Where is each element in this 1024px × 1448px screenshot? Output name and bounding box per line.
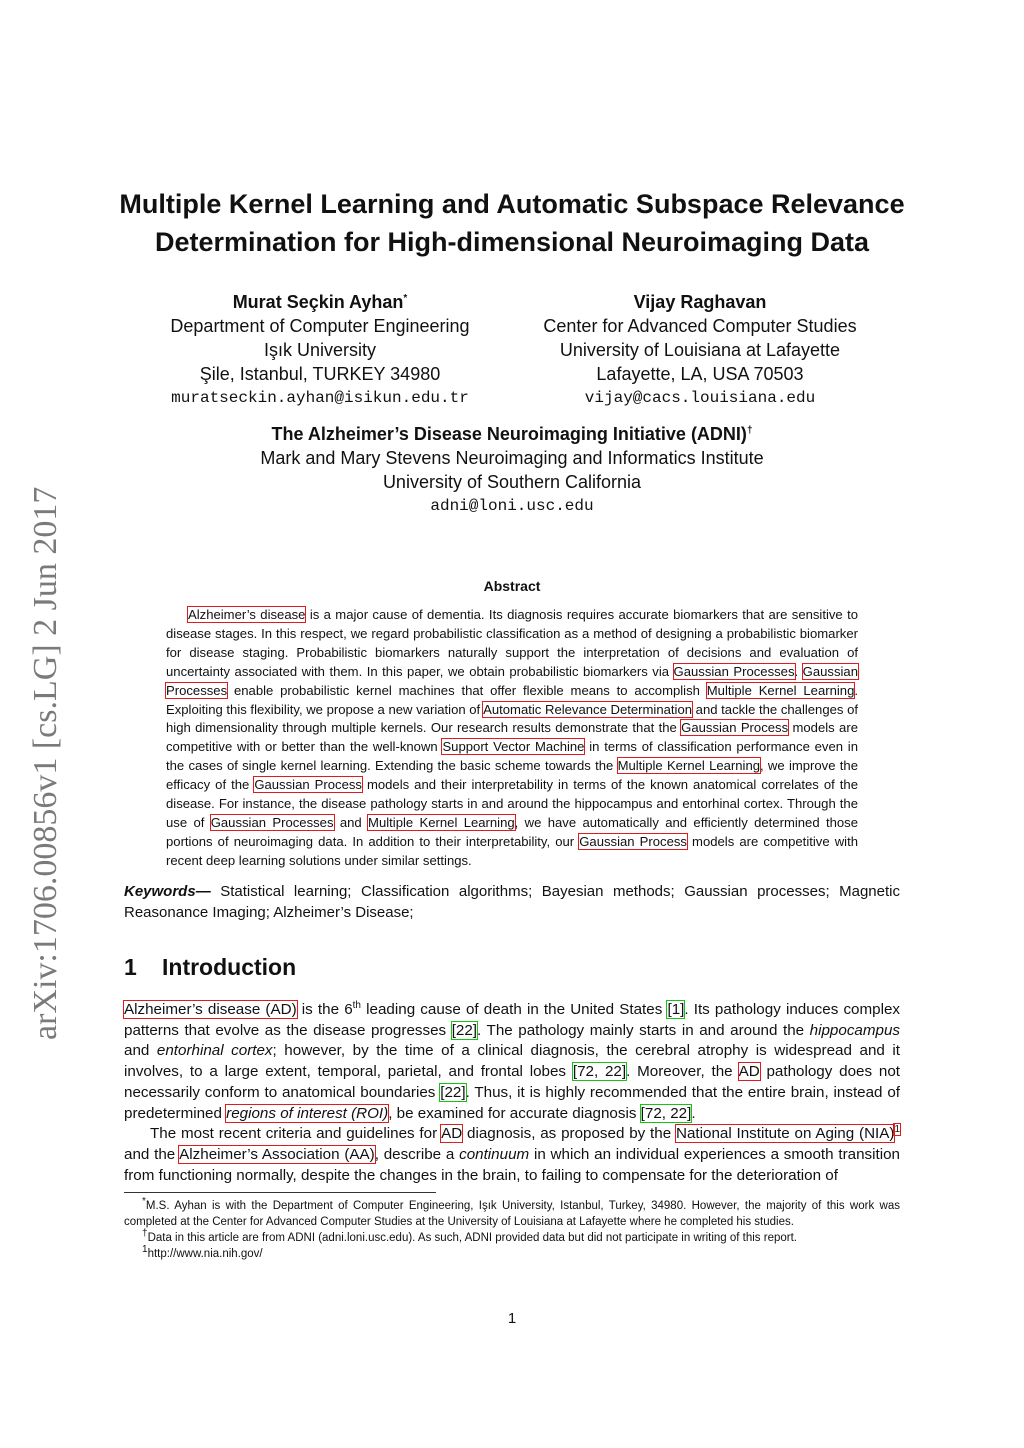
link-acronym[interactable]: Alzheimer’s disease (AD) <box>124 1001 297 1018</box>
text-run: diagnosis, as proposed by the <box>462 1125 676 1143</box>
footnote <box>124 1230 900 1246</box>
abstract-text: , we have automatically and efficiently determined those portions of neuroimaging data. In addition to their interpretability, our <box>166 814 858 849</box>
text-run: , be examined for accurate diagnosis <box>388 1104 641 1122</box>
author-email[interactable]: adni@loni.usc.edu <box>430 497 594 515</box>
footnote-link[interactable]: 1 <box>894 1124 901 1136</box>
keywords-text: Statistical learning; Classification algorithms; Bayesian methods; Gaussian processes; Magnetic Reasonance Imaging; Alzheimer’s Disease; <box>124 883 900 921</box>
citation-link[interactable]: [1] <box>667 1001 685 1018</box>
title-line-2: Determination for High-dimensional Neuroimaging Data <box>154 227 870 257</box>
abstract-text: models and their interpretability in terms of the known anatomical correlates of the disease. For instance, the disease pathology starts in and around the hippocampus and entorhinal cortex. Through the use of <box>166 777 858 830</box>
link-acronym[interactable]: AD <box>441 1125 463 1143</box>
author-dept: Department of Computer Engineering <box>170 316 470 336</box>
link-acronym[interactable]: Alzheimer’s Association (AA) <box>179 1145 375 1163</box>
link-acronym[interactable]: Gaussian Process <box>579 833 687 849</box>
link-acronym[interactable]: Automatic Relevance Determination <box>483 701 693 717</box>
abstract-text: models are competitive with or better than the well-known <box>166 720 858 755</box>
link-acronym[interactable]: regions of interest (ROI) <box>226 1104 389 1122</box>
link-acronym[interactable]: National Institute on Aging (NIA) <box>675 1125 895 1143</box>
footnote-text: M.S. Ayhan is with the Department of Computer Engineering, Işık University, Istanbul, Turkey, 34980. However, the majority of this work was completed at the Center for Advanced Computer Studies at the University of Louisiana at Lafayette where he completed his studies. <box>124 1200 900 1228</box>
author-name: Vijay Raghavan <box>633 292 767 312</box>
abstract-text: . <box>794 663 803 679</box>
footnote-rule <box>124 1192 436 1193</box>
author-name: The Alzheimer’s Disease Neuroimaging Initiative (ADNI)† <box>271 424 753 444</box>
text-run: and <box>124 1042 157 1060</box>
abstract-text: . Exploiting this flexibility, we propose a new variation of <box>166 682 858 717</box>
abstract-text: and tackle the challenges of high dimensionality through multiple kernels. Our research results demonstrate that the <box>166 701 859 736</box>
abstract-text: models are competitive with recent deep learning solutions under similar settings. <box>166 833 858 868</box>
citation-link[interactable]: [72, 22] <box>572 1063 627 1081</box>
text-run: pathology does not necessarily conform to anatomical boundaries <box>124 1063 901 1101</box>
author-block-left <box>140 290 500 410</box>
link-acronym[interactable]: AD <box>738 1063 760 1081</box>
page-number: 1 <box>507 1310 517 1327</box>
text-run: , describe a <box>374 1145 460 1163</box>
section-title: Introduction <box>162 954 297 980</box>
link-acronym[interactable]: Gaussian Processes <box>210 814 334 830</box>
citation-link[interactable]: [22] <box>451 1021 478 1039</box>
link-acronym[interactable]: Support Vector Machine <box>442 739 585 755</box>
author-block-right <box>520 290 880 410</box>
text-run: and the <box>124 1145 180 1163</box>
author-city: Lafayette, LA, USA 70503 <box>596 364 804 384</box>
abstract-text: , we improve the efficacy of the <box>166 758 858 793</box>
abstract-text: in terms of classification performance even in the cases of single kernel learning. Extending the basic scheme towards the <box>166 739 858 774</box>
author-email[interactable]: vijay@cacs.louisiana.edu <box>584 389 816 407</box>
text-run: ; however, by the time of a clinical diagnosis, the cerebral atrophy is widespread and it involves, to a large extent, temporal, parietal, and frontal lobes <box>124 1042 900 1081</box>
footnote-url[interactable]: http://www.nia.nih.gov/ <box>147 1248 263 1260</box>
author-city: Şile, Istanbul, TURKEY 34980 <box>199 364 441 384</box>
link-acronym[interactable]: Multiple Kernel Learning <box>368 814 515 830</box>
keywords-label: Keywords— <box>124 883 211 900</box>
superscript: th <box>352 999 361 1011</box>
footnote-mark: * <box>142 1196 146 1208</box>
arxiv-stamp: arXiv:1706.00856v1 [cs.LG] 2 Jun 2017 <box>27 486 64 1040</box>
link-acronym[interactable]: Gaussian Processes <box>673 663 795 679</box>
link-acronym[interactable]: Multiple Kernel Learning <box>706 682 855 698</box>
footnotes <box>124 1198 900 1262</box>
abstract-text: and <box>333 814 369 830</box>
text-run: . Thus, it is highly recommended that the entire brain, instead of predetermined <box>124 1083 900 1122</box>
footnote <box>124 1198 900 1230</box>
author-name: Murat Seçkin Ayhan* <box>232 292 408 312</box>
abstract-text: is a major cause of dementia. Its diagnosis requires accurate biomarkers that are sensitive to disease stages. In this respect, we regard probabilistic classification as a method of designing a probabilistic biomarker for disease staging. Probabilistic biomarkers naturally support the interpretation of decisions and evaluation of uncertainty associated with them. In this paper, we obtain probabilistic biomarkers via <box>166 607 859 679</box>
citation-link[interactable]: [72, 22] <box>640 1104 692 1122</box>
text-run: . <box>691 1104 696 1122</box>
link-acronym[interactable]: Gaussian Process <box>681 720 789 736</box>
abstract-heading: Abstract <box>483 578 541 594</box>
paragraph <box>124 1124 900 1186</box>
author-univ: University of Southern California <box>382 472 642 492</box>
text-run: in which an individual experiences a smooth transition from functioning normally, despite the changes in the brain, to failing to compensate for the deterioration of <box>124 1145 900 1184</box>
section-number: 1 <box>124 954 137 980</box>
footnote-mark[interactable]: * <box>403 293 408 304</box>
text-run: The most recent criteria and guidelines for <box>150 1125 442 1143</box>
paragraph <box>124 1000 900 1124</box>
author-institute: Mark and Mary Stevens Neuroimaging and Informatics Institute <box>260 448 764 468</box>
author-dept: Center for Advanced Computer Studies <box>543 316 857 336</box>
author-univ: Işık University <box>263 340 377 360</box>
section-heading <box>124 954 296 981</box>
emphasis: continuum <box>459 1145 530 1163</box>
footnote-mark: 1 <box>142 1244 148 1256</box>
text-run: leading cause of death in the United States <box>361 1001 668 1018</box>
footnote-text: Data in this article are from ADNI (adni.loni.usc.edu). As such, ADNI provided data but did not participate in writing of this report. <box>147 1232 797 1244</box>
text-run: . The pathology mainly starts in and around the <box>477 1021 810 1039</box>
author-block-center <box>210 422 814 518</box>
link-acronym[interactable]: Gaussian Process <box>254 777 362 793</box>
keywords <box>124 881 900 923</box>
link-acronym[interactable]: Gaussian Processes <box>166 663 858 698</box>
abstract-body <box>166 606 858 871</box>
citation-link[interactable]: [22] <box>440 1083 466 1101</box>
link-acronym[interactable]: Alzheimer’s disease <box>188 607 306 622</box>
text-run: is the 6 <box>296 1001 353 1018</box>
author-email[interactable]: muratseckin.ayhan@isikun.edu.tr <box>171 389 469 407</box>
text-run: . Moreover, the <box>626 1063 739 1081</box>
intro-body <box>124 1000 900 1186</box>
title-line-1: Multiple Kernel Learning and Automatic Subspace Relevance <box>119 189 905 219</box>
emphasis: entorhinal cortex <box>156 1042 273 1060</box>
text-run: . Its pathology induces complex patterns that evolve as the disease progresses <box>124 1001 900 1039</box>
footnote-mark[interactable]: † <box>746 425 753 436</box>
footnote <box>124 1246 900 1262</box>
emphasis: hippocampus <box>809 1021 900 1039</box>
paper-title <box>80 185 944 261</box>
footnote-mark: † <box>142 1228 148 1240</box>
abstract-text: enable probabilistic kernel machines that offer flexible means to accomplish <box>227 682 707 698</box>
author-univ: University of Louisiana at Lafayette <box>559 340 841 360</box>
link-acronym[interactable]: Multiple Kernel Learning <box>617 758 761 774</box>
